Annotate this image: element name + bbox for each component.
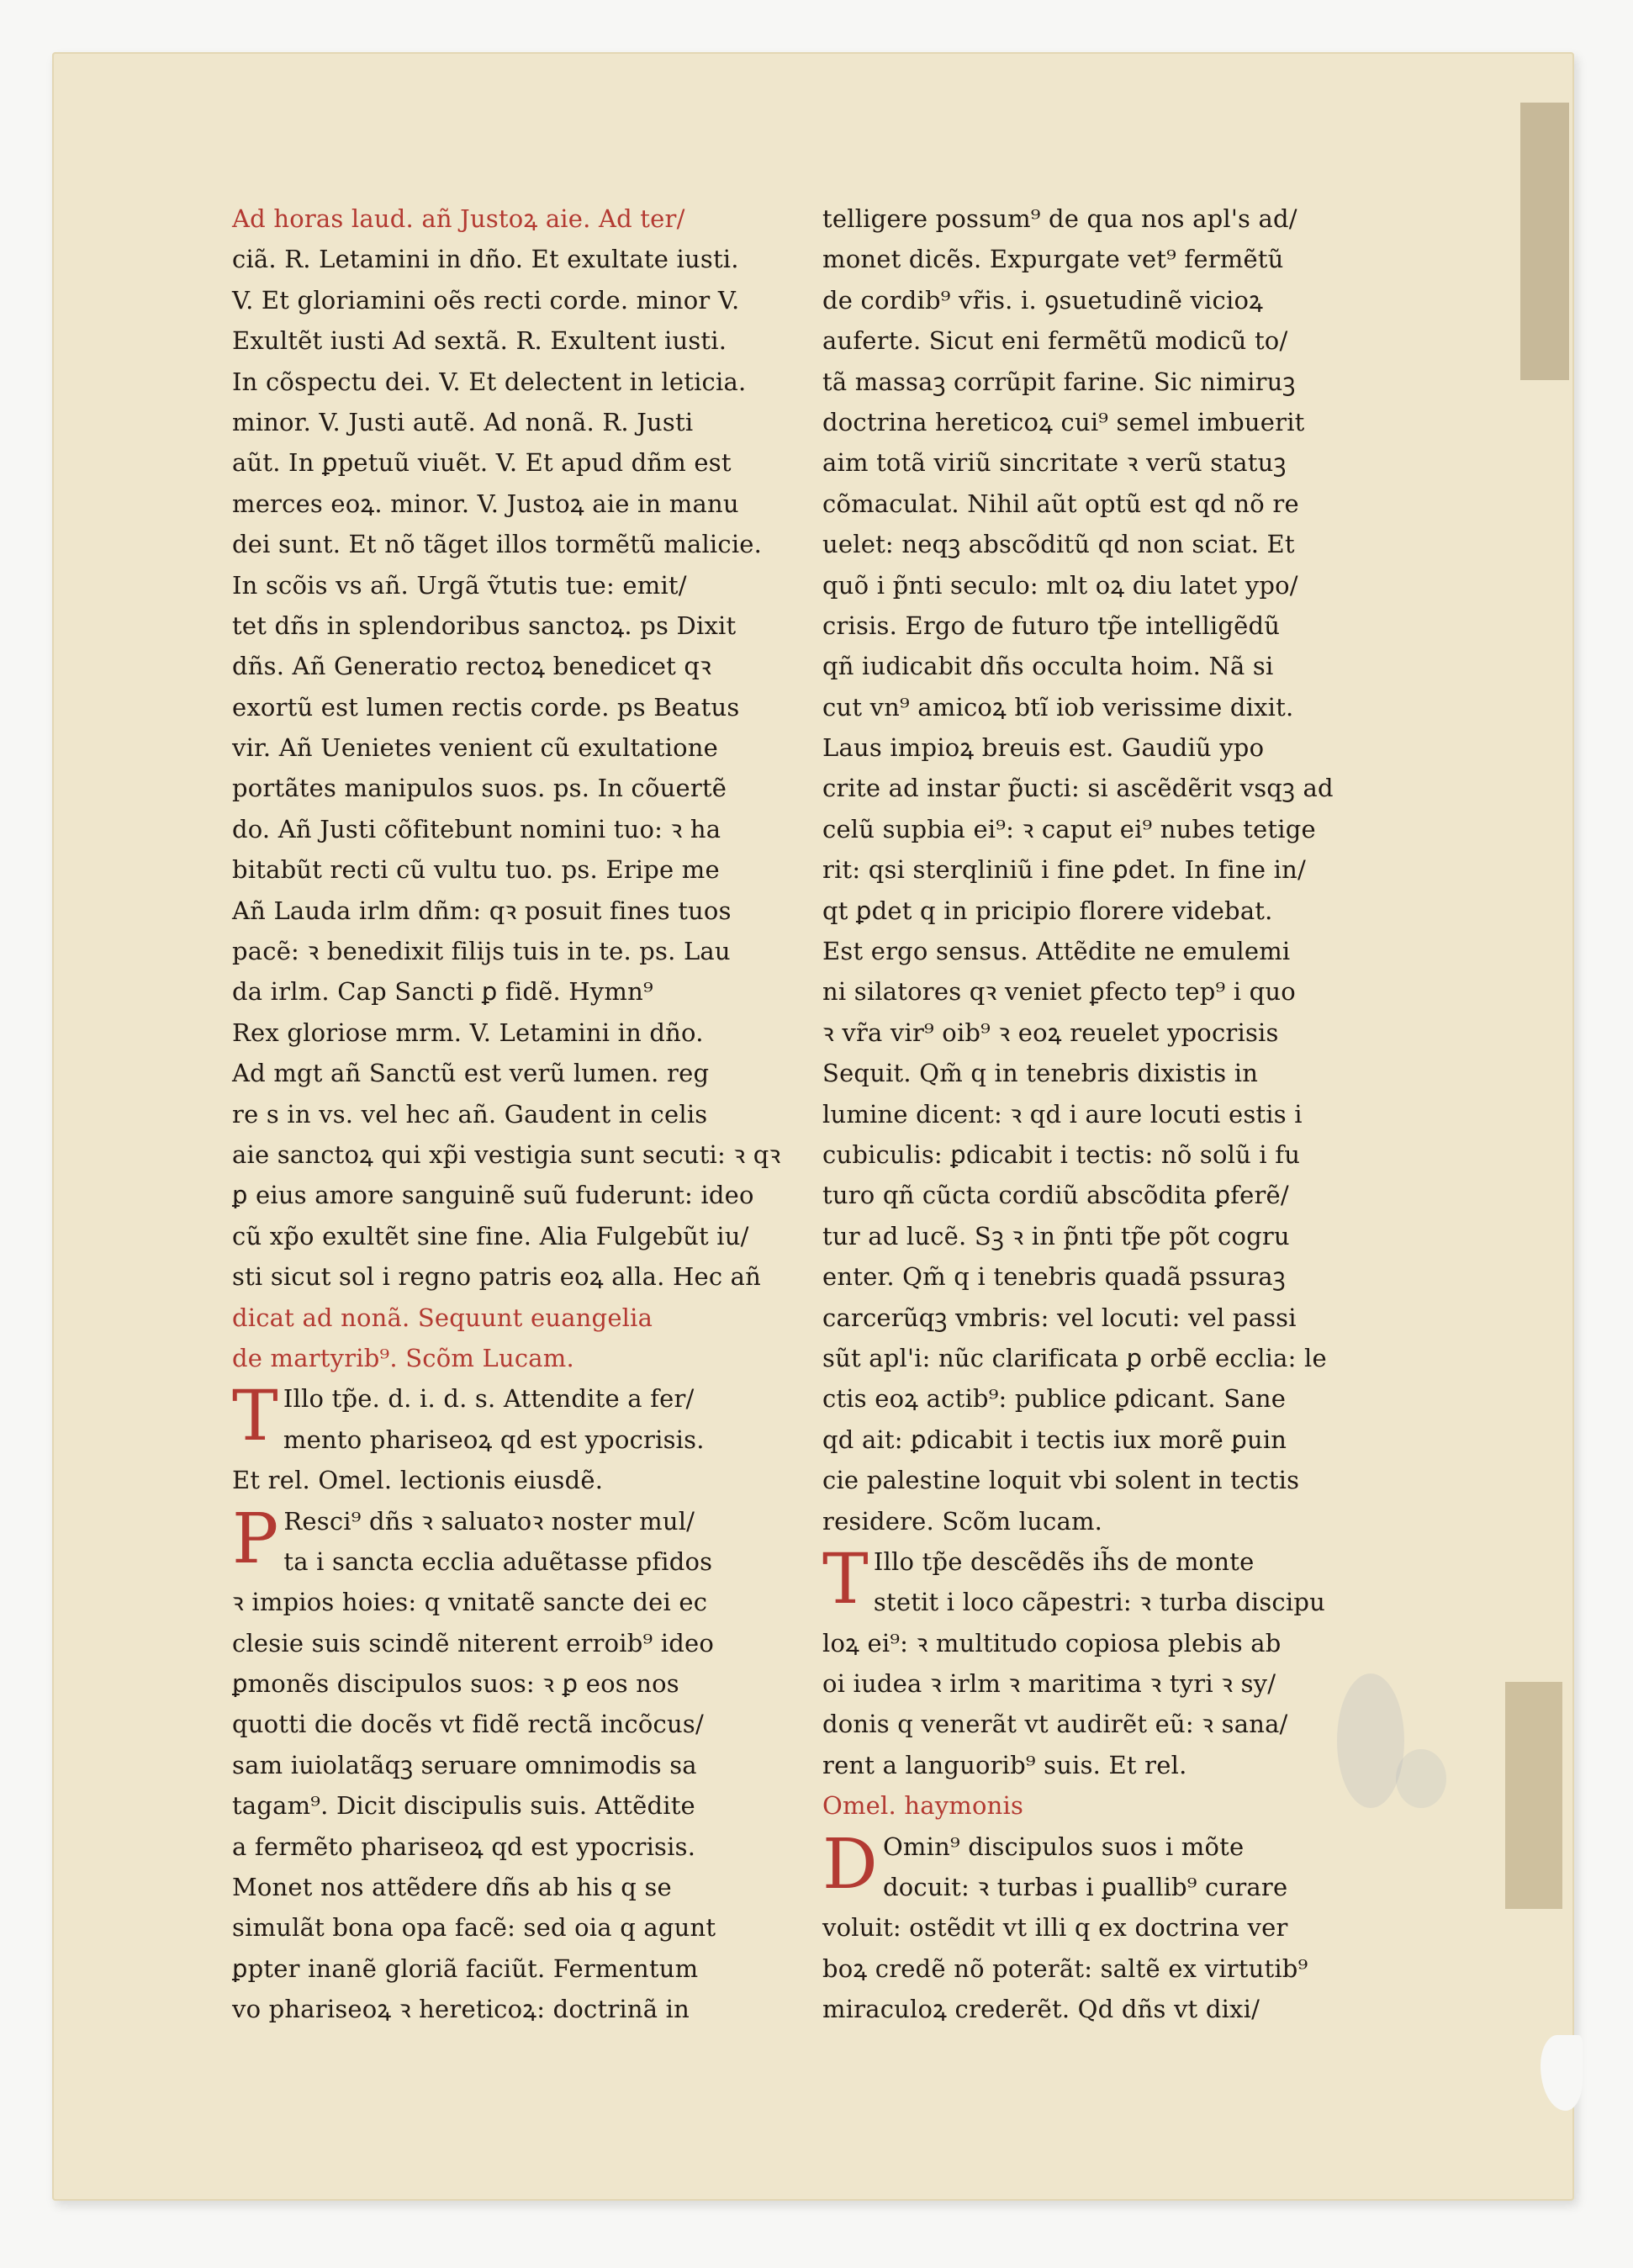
- text-line: V. Et gloriamini oẽs recti corde. minor V.: [232, 285, 740, 315]
- text-line: residere. Scõm lucam.: [822, 1506, 1103, 1536]
- text-line: enter. Qm̃ q i tenebris quadã pssuraꝫ: [822, 1262, 1286, 1292]
- text-line: T Illo tp̃e. d. i. d. s. Attendite a fer/: [232, 1377, 695, 1457]
- text-line: voluit: ostẽdit vt illi q ex doctrina ver: [822, 1913, 1288, 1943]
- text-line: ta i sancta ecclia aduẽtasse pfidos: [283, 1546, 713, 1576]
- text-line: crite ad instar p̃ucti: si ascẽdẽrit vsqꝫ ad: [822, 774, 1334, 803]
- text-line: Exultẽt iusti Ad sextã. R. Exultent iusti.: [232, 326, 727, 356]
- text-line: donis q venerãt vt audirẽt eũ: ꝛ sana/: [822, 1710, 1288, 1739]
- text-line: bitabũt recti cũ vultu tuo. ps. Eripe me: [232, 855, 720, 885]
- text-line: ꝑmonẽs discipulos suos: ꝛ ꝑ eos nos: [232, 1669, 679, 1699]
- text-line: da irlm. Cap Sancti ꝑ fidẽ. Hymn⁹: [232, 977, 653, 1007]
- text-line: auferte. Sicut eni fermẽtũ modicũ to/: [822, 326, 1288, 356]
- text-line: ꝛ impios hoies: q vnitatẽ sancte dei ec: [232, 1588, 708, 1617]
- text-line: portãtes manipulos suos. ps. In cõuertẽ: [232, 774, 727, 803]
- text-line: T Illo tp̃e descẽdẽs ih̃s de monte: [822, 1539, 1255, 1620]
- text-line: simulãt bona opa facẽ: sed oia q agunt: [232, 1913, 716, 1943]
- text-line: vo phariseoꝝ ꝛ hereticoꝝ: doctrinã in: [232, 1995, 690, 2024]
- text-line: cõmaculat. Nihil aũt optũ est qd nõ re: [822, 489, 1299, 518]
- text-line: rent a languorib⁹ suis. Et rel.: [822, 1750, 1187, 1779]
- text-line: ciã. R. Letamini in dño. Et exultate iusti.: [232, 245, 739, 274]
- text-line: ni silatores qꝛ veniet ꝑfecto tep⁹ i quo: [822, 977, 1296, 1007]
- text-line: cut vn⁹ amicoꝝ btĩ iob verissime dixit.: [822, 692, 1294, 722]
- text-line: exortũ est lumen rectis corde. ps Beatus: [232, 692, 740, 722]
- water-stain: [1396, 1749, 1446, 1808]
- text-line: cũ xp̃o exultẽt sine fine. Alia Fulgebũt iu/: [232, 1221, 749, 1250]
- text-line: telligere possum⁹ de qua nos apl's ad/: [822, 204, 1297, 233]
- text-line: sam iuiolatãqꝫ seruare omnimodis sa: [232, 1750, 697, 1779]
- text-line: D Omin⁹ discipulos suos i mõte: [822, 1824, 1245, 1905]
- text-line: stetit i loco cãpestri: ꝛ turba discipu: [873, 1588, 1325, 1617]
- rubric-line: Omel. haymonis: [822, 1791, 1024, 1821]
- text-line: cubiculis: ꝑdicabit i tectis: nõ solũ i fu: [822, 1139, 1301, 1169]
- text-line: ꝛ vr̃a vir⁹ oib⁹ ꝛ eoꝝ reuelet ypocrisis: [822, 1018, 1279, 1047]
- text-line: doctrina hereticoꝝ cui⁹ semel imbuerit: [822, 407, 1305, 436]
- text-line: minor. V. Justi autẽ. Ad nonã. R. Justi: [232, 407, 694, 436]
- text-line: qd ait: ꝑdicabit i tectis iux morẽ ꝑuin: [822, 1425, 1287, 1454]
- text-line: oi iudea ꝛ irlm ꝛ maritima ꝛ tyri ꝛ sy/: [822, 1669, 1276, 1699]
- text-line: dei sunt. Et nõ tãget illos tormẽtũ malicie.: [232, 530, 763, 559]
- text-line: Añ Lauda irlm dñm: qꝛ posuit fines tuos: [232, 896, 732, 925]
- text-line: aie sanctoꝝ qui xp̃i vestigia sunt secuti: ꝛ qꝛ: [232, 1139, 781, 1169]
- tape-strip-top: [1520, 103, 1569, 380]
- text-line: turo qñ cũcta cordiũ abscõdita ꝑferẽ/: [822, 1181, 1289, 1210]
- text-line: celũ supbia ei⁹: ꝛ caput ei⁹ nubes tetige: [822, 814, 1316, 843]
- text-line: docuit: ꝛ turbas i ꝑuallib⁹ curare: [882, 1873, 1288, 1902]
- initial-capital: P: [232, 1499, 279, 1579]
- initial-capital: T: [232, 1377, 278, 1457]
- rubric-line: dicat ad nonã. Sequunt euangelia: [232, 1303, 653, 1332]
- text-line: dñs. Añ Generatio rectoꝝ benedicet qꝛ: [232, 652, 712, 681]
- text-line: tur ad lucẽ. Sꝫ ꝛ in p̃nti tp̃e põt cogru: [822, 1221, 1290, 1250]
- text-line: aim totã viriũ sincritate ꝛ verũ statuꝫ: [822, 448, 1287, 478]
- text-line: ꝑ eius amore sanguinẽ suũ fuderunt: ideo: [232, 1181, 754, 1210]
- text-line: do. Añ Justi cõfitebunt nomini tuo: ꝛ ha: [232, 814, 721, 843]
- text-line: quõ i p̃nti seculo: mlt oꝝ diu latet ypo/: [822, 570, 1298, 600]
- text-line: merces eoꝝ. minor. V. Justoꝝ aie in manu: [232, 489, 739, 518]
- text-line: Ad mgt añ Sanctũ est verũ lumen. reg: [232, 1059, 710, 1088]
- text-line: miraculoꝝ crederẽt. Qd dñs vt dixi/: [822, 1995, 1260, 2024]
- left-text-column: [232, 198, 794, 2030]
- text-line: crisis. Ergo de futuro tp̃e intelligẽdũ: [822, 611, 1281, 640]
- text-line: re s in vs. vel hec añ. Gaudent in celis: [232, 1099, 708, 1129]
- rubric-line: de martyrib⁹. Scõm Lucam.: [232, 1343, 574, 1372]
- text-line: sũt apl'i: nũc clarificata ꝑ orbẽ ecclia: le: [822, 1343, 1327, 1372]
- right-text-column: [822, 198, 1393, 2030]
- tape-strip-bottom: [1505, 1682, 1562, 1909]
- text-line: cie palestine loquit vbi solent in tectis: [822, 1466, 1300, 1495]
- text-line: lumine dicent: ꝛ qd i aure locuti estis i: [822, 1099, 1303, 1129]
- text-line: Rex gloriose mrm. V. Letamini in dño.: [232, 1018, 704, 1047]
- text-line: aũt. In ꝑpetuũ viuẽt. V. Et apud dñm est: [232, 448, 732, 478]
- text-line: pacẽ: ꝛ benedixit filijs tuis in te. ps. Lau: [232, 937, 731, 966]
- text-line: rit: qsi sterqliniũ i fine ꝑdet. In fine in/: [822, 855, 1306, 885]
- text-line: ꝑpter inanẽ gloriã faciũt. Fermentum: [232, 1953, 699, 1983]
- text-line: tagam⁹. Dicit discipulis suis. Attẽdite: [232, 1791, 695, 1821]
- text-line: Et rel. Omel. lectionis eiusdẽ.: [232, 1466, 604, 1495]
- text-line: vir. Añ Uenietes venient cũ exultatione: [232, 733, 719, 763]
- text-line: loꝝ ei⁹: ꝛ multitudo copiosa plebis ab: [822, 1628, 1282, 1657]
- text-line: qt ꝑdet q in pricipio florere videbat.: [822, 896, 1273, 925]
- text-line: Est ergo sensus. Attẽdite ne emulemi: [822, 937, 1291, 966]
- text-line: sti sicut sol i regno patris eoꝝ alla. Hec añ: [232, 1262, 762, 1292]
- text-line: mento phariseoꝝ qd est ypocrisis.: [283, 1425, 705, 1454]
- text-line: tã massaꝫ corrũpit farine. Sic nimiruꝫ: [822, 367, 1296, 396]
- text-line: carcerũqꝫ vmbris: vel locuti: vel passi: [822, 1303, 1297, 1332]
- initial-capital: D: [822, 1824, 878, 1905]
- text-line: tet dñs in splendoribus sanctoꝝ. ps Dixit: [232, 611, 737, 640]
- text-line: quotti die docẽs vt fidẽ rectã incõcus/: [232, 1710, 704, 1739]
- text-line: uelet: neqꝫ abscõditũ qd non sciat. Et: [822, 530, 1295, 559]
- text-line: a fermẽto phariseoꝝ qd est ypocrisis.: [232, 1832, 696, 1861]
- text-line: In cõspectu dei. V. Et delectent in leticia.: [232, 367, 747, 396]
- text-line: Laus impioꝝ breuis est. Gaudiũ ypo: [822, 733, 1265, 763]
- text-line: ctis eoꝝ actib⁹: publice ꝑdicant. Sane: [822, 1384, 1287, 1414]
- text-line: Monet nos attẽdere dñs ab his q se: [232, 1873, 672, 1902]
- initial-capital: T: [822, 1539, 869, 1620]
- text-line: de cordib⁹ vr̃is. i. ꝯsuetudinẽ vicioꝝ: [822, 285, 1264, 315]
- text-line: P Resci⁹ dñs ꝛ saluatoꝛ noster mul/: [232, 1499, 695, 1579]
- text-line: Sequit. Qm̃ q in tenebris dixistis in: [822, 1059, 1259, 1088]
- text-line: clesie suis scindẽ niterent erroib⁹ ideo: [232, 1628, 715, 1657]
- text-line: qñ iudicabit dñs occulta hoim. Nã si: [822, 652, 1274, 681]
- text-line: Ad horas laud. añ Justoꝝ aie. Ad ter/: [232, 204, 685, 233]
- text-line: In scõis vs añ. Urgã ṽtutis tue: emit/: [232, 570, 687, 600]
- text-line: boꝝ credẽ nõ poterãt: saltẽ ex virtutib⁹: [822, 1953, 1308, 1983]
- text-line: monet dicẽs. Expurgate vet⁹ fermẽtũ: [822, 245, 1284, 274]
